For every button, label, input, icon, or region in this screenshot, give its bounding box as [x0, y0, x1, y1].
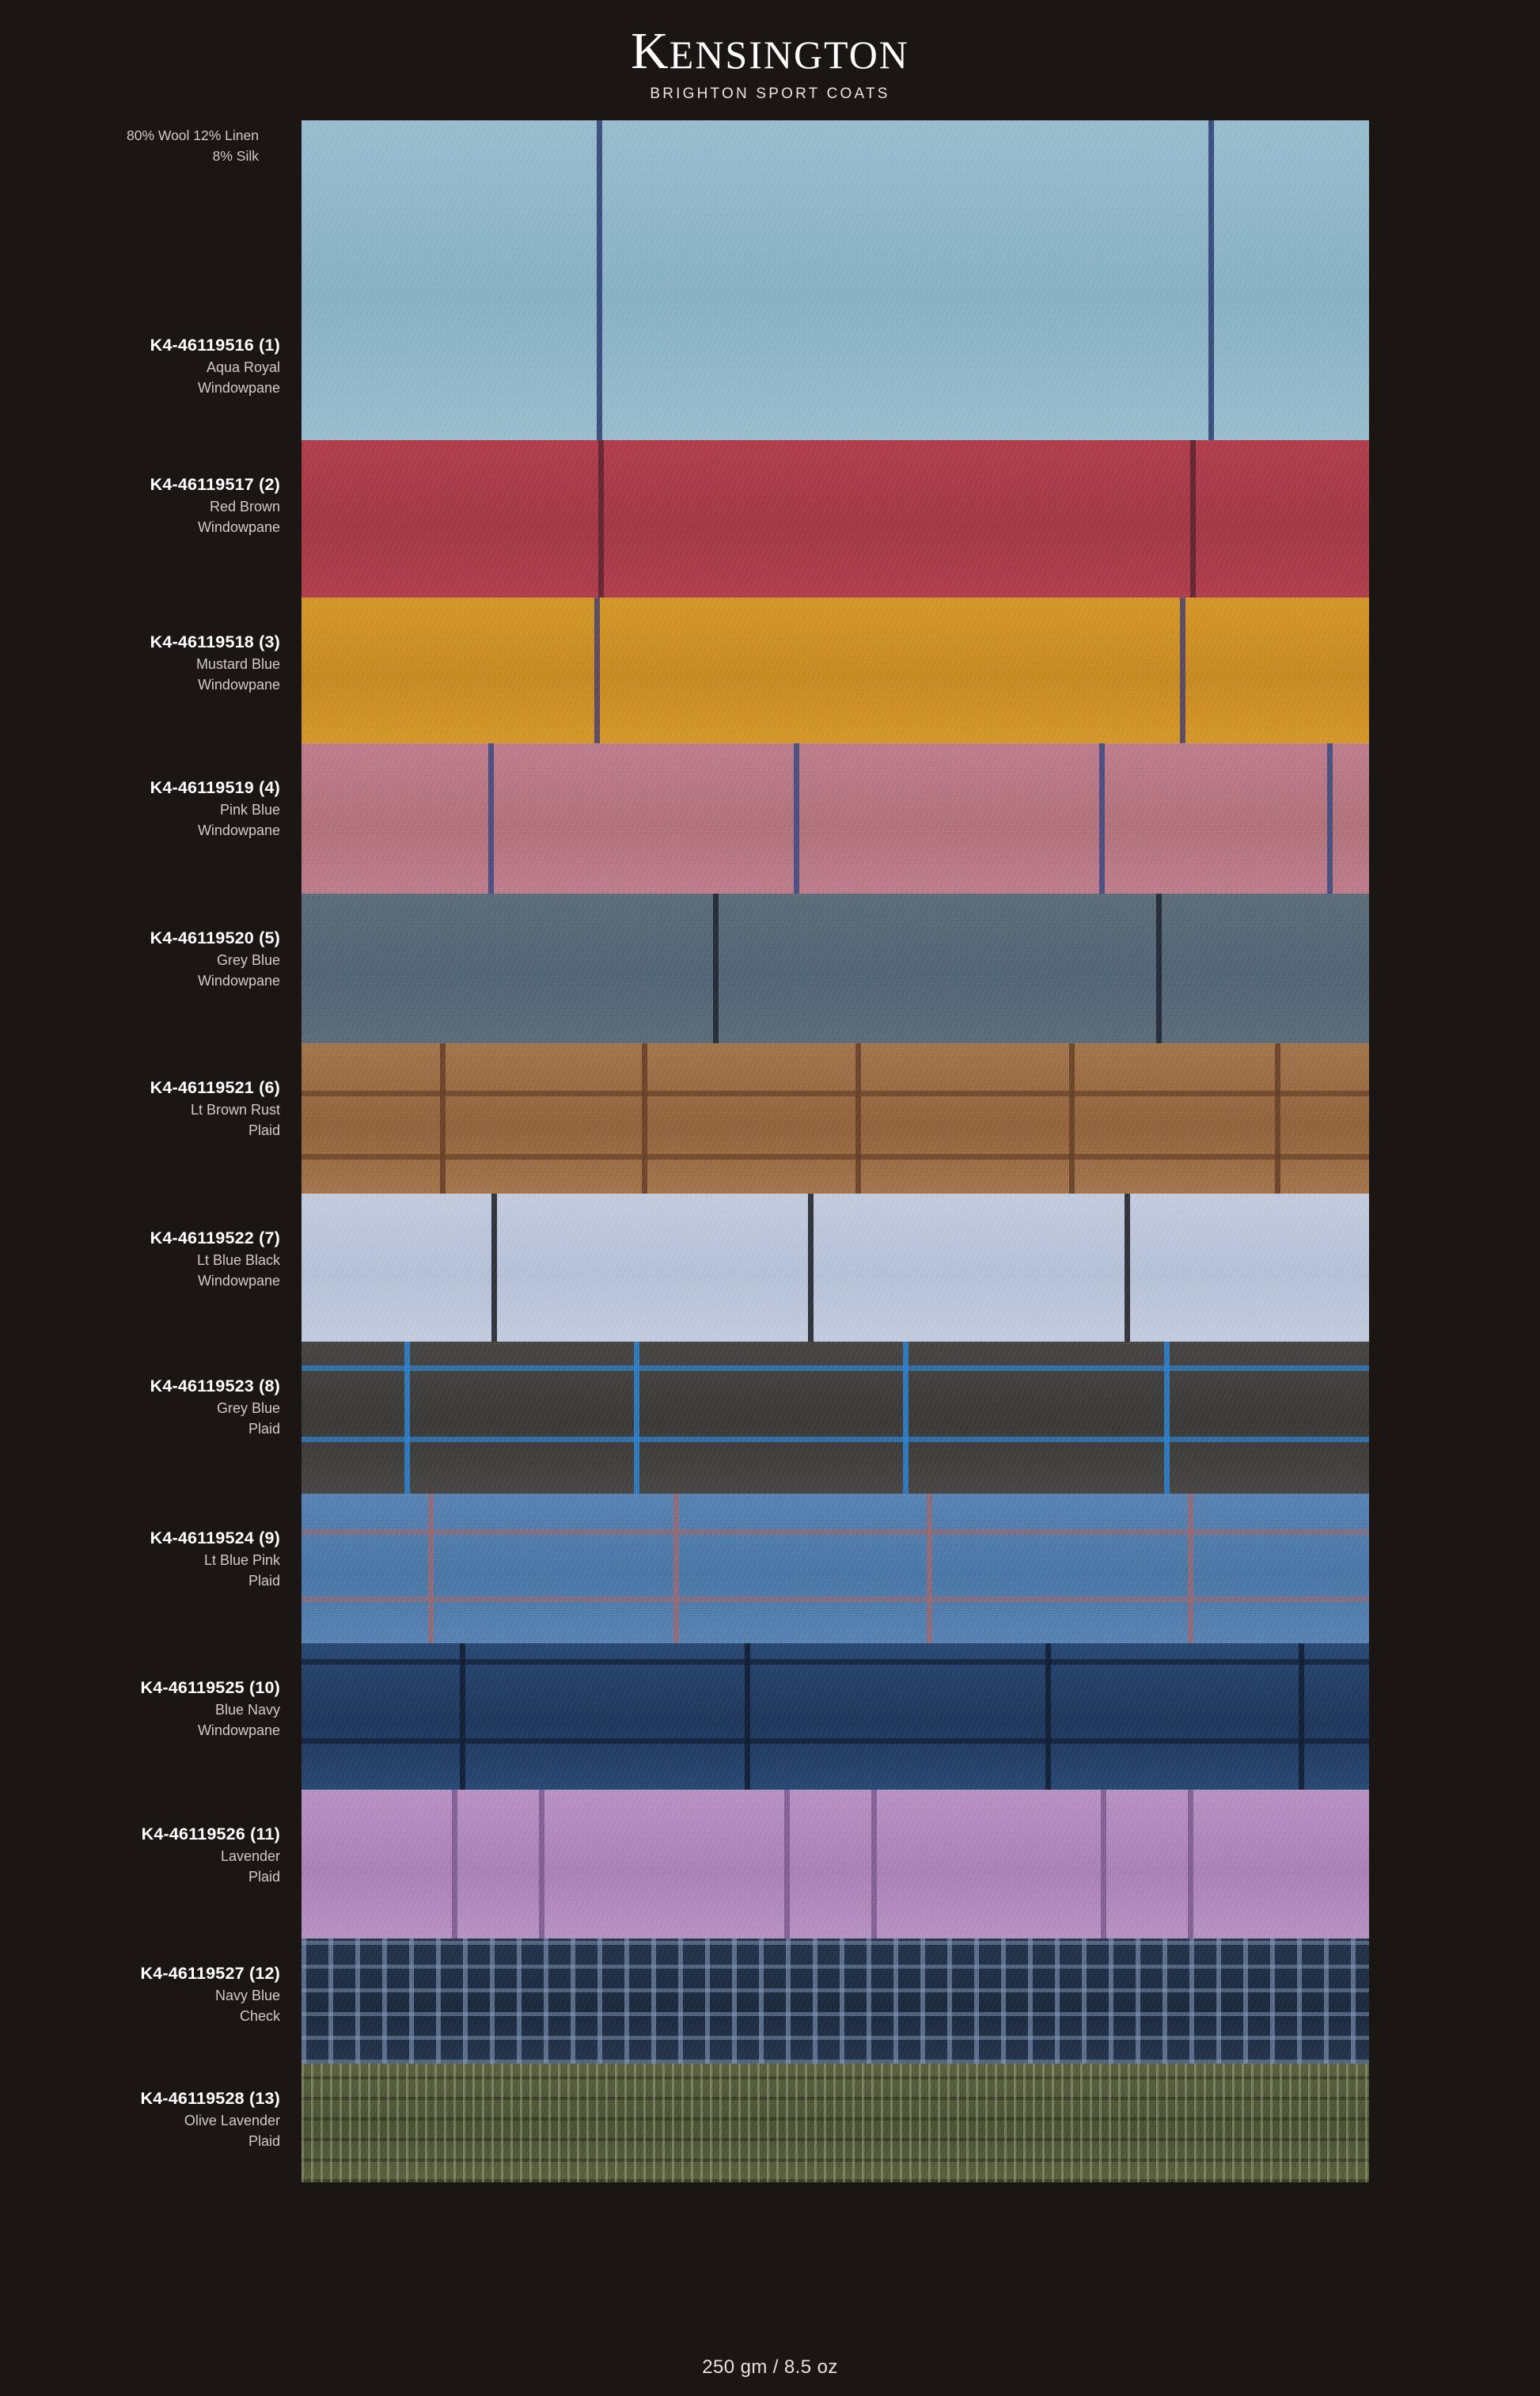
swatch-grain-overlay	[302, 1643, 1369, 1790]
swatch-label	[40, 1076, 302, 1141]
swatch-pattern-name: Plaid	[248, 1421, 280, 1437]
swatch-pattern-name: Windowpane	[197, 1273, 280, 1289]
swatch-grain-overlay	[302, 440, 1369, 598]
swatch-label	[40, 1527, 302, 1591]
swatch-grain-overlay	[302, 1342, 1369, 1494]
fabric-swatch	[302, 743, 1369, 894]
swatch-label	[40, 1962, 302, 2026]
swatch-color-name: Olive Lavender	[184, 2113, 280, 2129]
brand-rest: ENSINGTON	[669, 32, 909, 77]
swatch-label	[40, 1823, 302, 1887]
swatch-row	[150, 894, 1369, 1043]
swatch-pattern-name: Windowpane	[197, 380, 280, 397]
swatch-row	[140, 1938, 1369, 2064]
footer-weight: 250 gm / 8.5 oz	[702, 2356, 838, 2378]
swatch-color-name: Aqua Royal	[206, 359, 280, 376]
brand-initial: K	[631, 22, 669, 80]
swatch-code: K4-46119528 (13)	[140, 2089, 280, 2108]
swatch-row	[141, 1790, 1369, 1938]
header	[0, 0, 1540, 117]
brand-subtitle: BRIGHTON SPORT COATS	[650, 85, 890, 102]
swatch-pattern-name: Plaid	[248, 1869, 280, 1885]
swatch-color-name: Lt Brown Rust	[190, 1102, 280, 1118]
swatch-color-name: Red Brown	[209, 499, 280, 515]
swatch-color-name: Lavender	[220, 1848, 280, 1865]
swatch-code: K4-46119520 (5)	[150, 928, 280, 947]
fabric-swatch	[302, 1194, 1369, 1342]
swatch-row	[140, 2064, 1369, 2182]
fabric-swatch	[302, 120, 1369, 440]
swatch-row	[150, 1043, 1369, 1194]
swatch-code: K4-46119522 (7)	[150, 1228, 280, 1247]
swatch-code: K4-46119524 (9)	[150, 1528, 280, 1547]
swatch-code: K4-46119517 (2)	[150, 475, 280, 494]
swatch-color-name: Grey Blue	[216, 952, 280, 969]
swatch-row	[150, 598, 1369, 743]
fabric-swatch	[302, 2064, 1369, 2182]
swatch-grain-overlay	[302, 120, 1369, 440]
swatch-label	[40, 1227, 302, 1291]
swatch-color-name: Pink Blue	[219, 802, 280, 818]
swatch-pattern-name: Windowpane	[197, 822, 280, 839]
swatch-pattern-name: Check	[239, 2008, 280, 2025]
fabric-swatch	[302, 440, 1369, 598]
swatch-pattern-name: Windowpane	[197, 973, 280, 989]
swatch-pattern-name: Windowpane	[197, 677, 280, 693]
swatch-row	[150, 743, 1369, 894]
swatch-grain-overlay	[302, 2064, 1369, 2182]
swatch-grain-overlay	[302, 1194, 1369, 1342]
brand-title	[0, 0, 1540, 78]
swatch-label	[40, 334, 302, 398]
swatch-color-name: Blue Navy	[214, 1702, 280, 1718]
composition-line-2: 8% Silk	[212, 148, 259, 165]
swatch-label	[40, 777, 302, 841]
swatch-grain-overlay	[302, 598, 1369, 743]
swatch-pattern-name: Plaid	[248, 1573, 280, 1589]
swatch-label	[40, 927, 302, 991]
swatch-color-name: Lt Blue Black	[196, 1252, 280, 1269]
swatch-label	[40, 1375, 302, 1439]
composition-note	[0, 125, 280, 167]
fabric-swatch	[302, 1494, 1369, 1643]
swatch-color-name: Lt Blue Pink	[203, 1552, 280, 1569]
swatch-code: K4-46119516 (1)	[150, 336, 280, 355]
swatch-pattern-name: Plaid	[248, 1122, 280, 1139]
swatch-label	[40, 2087, 302, 2151]
swatch-code: K4-46119521 (6)	[150, 1078, 280, 1097]
swatch-code: K4-46119523 (8)	[150, 1376, 280, 1395]
swatch-color-name: Navy Blue	[214, 1988, 280, 2004]
fabric-swatch	[302, 1790, 1369, 1938]
swatch-label	[40, 631, 302, 695]
fabric-swatch	[302, 1342, 1369, 1494]
swatch-code: K4-46119519 (4)	[150, 778, 280, 797]
swatch-row	[140, 1643, 1369, 1790]
swatch-row	[150, 1342, 1369, 1494]
swatch-pattern-name: Plaid	[248, 2133, 280, 2150]
swatch-grain-overlay	[302, 743, 1369, 894]
swatch-pattern-name: Windowpane	[197, 519, 280, 536]
swatch-code: K4-46119518 (3)	[150, 632, 280, 651]
swatch-grain-overlay	[302, 1790, 1369, 1938]
swatch-row	[150, 440, 1369, 598]
swatch-grain-overlay	[302, 1494, 1369, 1643]
swatch-label	[40, 473, 302, 537]
swatch-row	[150, 1194, 1369, 1342]
swatch-color-name: Grey Blue	[216, 1400, 280, 1417]
composition-line-1: 80% Wool 12% Linen	[126, 127, 259, 143]
swatch-color-name: Mustard Blue	[195, 656, 280, 673]
swatch-pattern-name: Windowpane	[197, 1722, 280, 1739]
swatch-label	[40, 1676, 302, 1741]
swatch-row	[150, 1494, 1369, 1643]
swatch-grain-overlay	[302, 894, 1369, 1043]
swatch-grain-overlay	[302, 1043, 1369, 1194]
fabric-swatch	[302, 894, 1369, 1043]
swatch-code: K4-46119525 (10)	[140, 1678, 280, 1697]
swatch-code: K4-46119527 (12)	[140, 1964, 280, 1983]
fabric-swatch	[302, 1938, 1369, 2064]
fabric-swatch	[302, 598, 1369, 743]
fabric-swatch	[302, 1043, 1369, 1194]
swatch-code: K4-46119526 (11)	[141, 1825, 280, 1844]
fabric-swatch	[302, 1643, 1369, 1790]
swatch-grain-overlay	[302, 1938, 1369, 2064]
